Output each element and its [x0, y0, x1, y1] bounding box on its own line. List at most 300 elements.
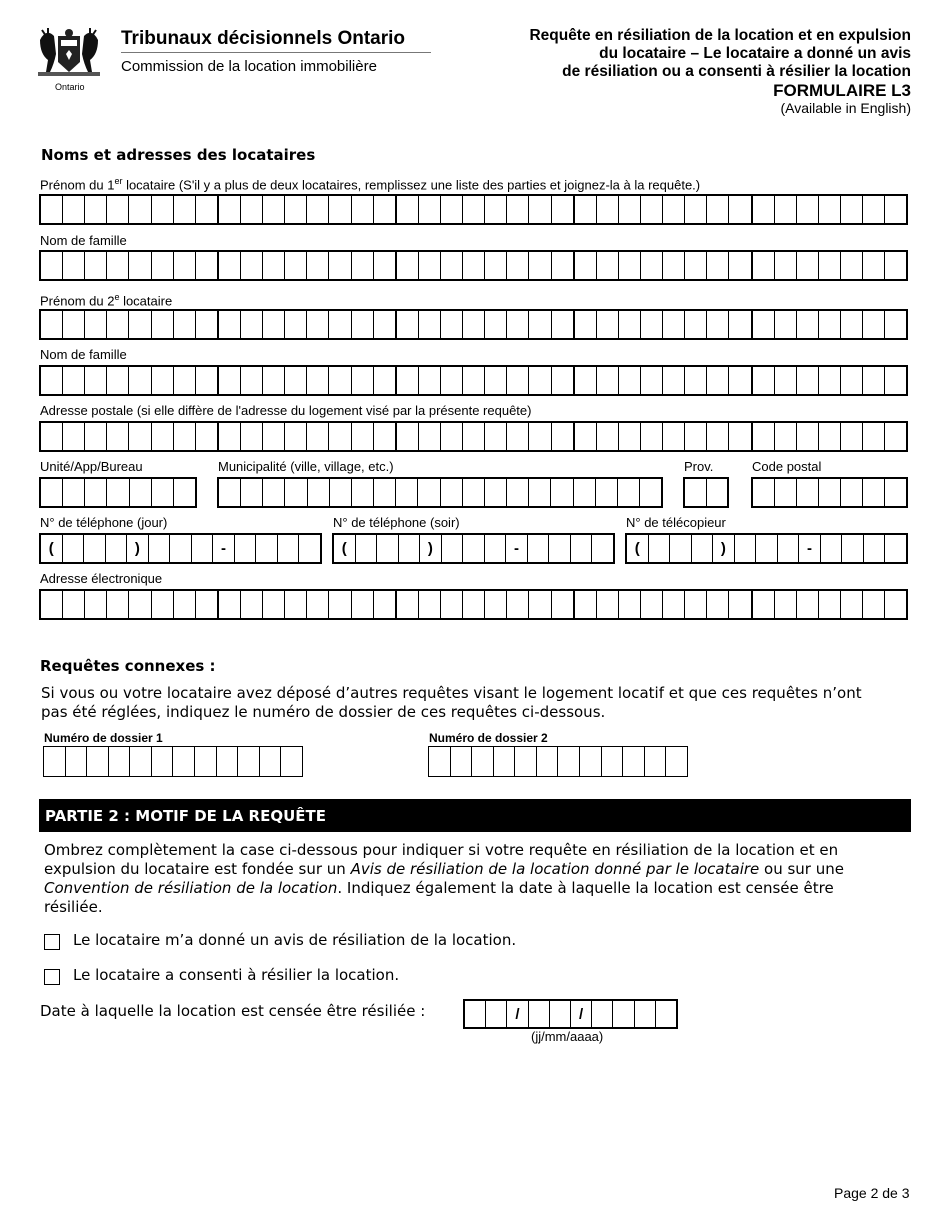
cell: [152, 309, 174, 340]
cell: [173, 746, 195, 777]
cell: [592, 999, 613, 1029]
cell: [419, 589, 441, 620]
cell: [66, 746, 88, 777]
cell: [552, 309, 575, 340]
cell: [129, 250, 151, 281]
cell: [485, 194, 507, 225]
phone-day-field[interactable]: [39, 533, 322, 564]
cell: [529, 589, 551, 620]
part-2-intro-italic-2: Convention de résiliation de la location: [44, 879, 338, 897]
cell: [152, 365, 174, 396]
cell: [753, 309, 775, 340]
cell: [399, 533, 421, 564]
header-divider: [121, 52, 431, 53]
termination-date-field[interactable]: [463, 999, 678, 1029]
cell: [352, 365, 374, 396]
cell: [666, 746, 688, 777]
last-name-2-field[interactable]: [39, 365, 908, 396]
cell: [107, 365, 129, 396]
first-name-1-label-pre: Prénom du 1: [40, 177, 115, 193]
cell: [174, 194, 196, 225]
cell: [107, 477, 129, 508]
cell: [278, 533, 300, 564]
cell: [885, 421, 908, 452]
cell: [129, 589, 151, 620]
cell: [263, 421, 285, 452]
cell: [753, 194, 775, 225]
last-name-1-field[interactable]: [39, 250, 908, 281]
cell: [219, 365, 241, 396]
cell: [528, 533, 550, 564]
cell: [707, 421, 729, 452]
cell: [641, 194, 663, 225]
cell: [775, 365, 797, 396]
cell: [441, 421, 463, 452]
notice-option-label: Le locataire m’a donné un avis de résiliation de la location.: [73, 931, 517, 949]
cell: [597, 365, 619, 396]
part-2-intro-2: ou sur une: [759, 860, 844, 878]
cell: [106, 533, 128, 564]
cell: [841, 477, 863, 508]
cell: [418, 477, 440, 508]
cell: [241, 477, 263, 508]
cell: [219, 589, 241, 620]
cell: [797, 477, 819, 508]
cell: [575, 309, 597, 340]
cell: [552, 365, 575, 396]
cell: [885, 533, 908, 564]
cell: [196, 194, 219, 225]
cell: [174, 421, 196, 452]
cell: [529, 309, 551, 340]
cell: [863, 194, 885, 225]
paren-open: (: [41, 533, 63, 564]
cell: [129, 309, 151, 340]
cell: [307, 589, 329, 620]
cell: [819, 421, 841, 452]
cell: [307, 194, 329, 225]
cell: [63, 309, 85, 340]
cell: [753, 365, 775, 396]
cell: [552, 421, 575, 452]
cell: [441, 194, 463, 225]
cell: [465, 999, 486, 1029]
cell: [463, 533, 485, 564]
municipality-field[interactable]: [217, 477, 663, 508]
cell: [107, 589, 129, 620]
cell: [329, 194, 351, 225]
cell: [85, 194, 107, 225]
cell: [613, 999, 634, 1029]
cell: [507, 250, 529, 281]
cell: [308, 477, 330, 508]
cell: [775, 589, 797, 620]
cell: [735, 533, 757, 564]
cell: [442, 533, 464, 564]
cell: [374, 250, 397, 281]
cell: [285, 421, 307, 452]
cell: [472, 746, 494, 777]
cell: [463, 250, 485, 281]
cell: [685, 194, 707, 225]
cell: [707, 365, 729, 396]
cell: [152, 477, 174, 508]
cell: [396, 477, 418, 508]
cell: [863, 365, 885, 396]
cell: [397, 309, 419, 340]
first-name-2-label: [40, 292, 172, 308]
cell: [507, 589, 529, 620]
cell: [85, 421, 107, 452]
cell: [797, 365, 819, 396]
cell: [44, 746, 66, 777]
cell: [263, 309, 285, 340]
cell: [174, 365, 196, 396]
first-name-1-label-post: locataire (S'il y a plus de deux locataires, remplissez une liste des parties et joignez-la à la requête.): [122, 177, 701, 193]
cell: [619, 365, 641, 396]
cell: [352, 589, 374, 620]
province-label: Prov.: [684, 459, 714, 474]
cell: [41, 477, 63, 508]
cell: [486, 999, 507, 1029]
cell: [285, 589, 307, 620]
first-name-2-label-pre: Prénom du 2: [40, 293, 115, 309]
first-name-2-field[interactable]: [39, 309, 908, 340]
cell: [374, 309, 397, 340]
cell: [174, 309, 196, 340]
cell: [374, 421, 397, 452]
cell: [419, 365, 441, 396]
cell: [537, 746, 559, 777]
cell: [196, 365, 219, 396]
cell: [841, 365, 863, 396]
cell: [663, 365, 685, 396]
cell: [485, 533, 507, 564]
related-heading: Requêtes connexes :: [40, 657, 216, 675]
cell: [885, 365, 908, 396]
org-name: Tribunaux décisionnels Ontario: [121, 28, 405, 49]
cell: [463, 194, 485, 225]
cell: [329, 589, 351, 620]
cell: [419, 421, 441, 452]
cell: [729, 365, 752, 396]
cell: [550, 999, 571, 1029]
cell: [575, 250, 597, 281]
cell: [778, 533, 800, 564]
cell: [485, 421, 507, 452]
paren-open: (: [334, 533, 356, 564]
postal-code-field[interactable]: [751, 477, 908, 508]
cell: [485, 365, 507, 396]
cell: [597, 194, 619, 225]
cell: [397, 589, 419, 620]
cell: [863, 477, 885, 508]
cell: [619, 250, 641, 281]
cell: [429, 746, 451, 777]
cell: [753, 589, 775, 620]
cell: [753, 421, 775, 452]
cell: [596, 477, 618, 508]
paren-open: (: [627, 533, 649, 564]
cell: [575, 421, 597, 452]
cell: [685, 309, 707, 340]
cell: [753, 250, 775, 281]
first-name-2-label-post: locataire: [119, 293, 173, 309]
cell: [819, 589, 841, 620]
notice-checkbox[interactable]: [44, 934, 60, 950]
cell: [685, 589, 707, 620]
cell: [174, 477, 197, 508]
cell: [41, 250, 63, 281]
cell: [219, 194, 241, 225]
cell: [529, 250, 551, 281]
cell: [529, 194, 551, 225]
page-number: Page 2 de 3: [834, 1185, 910, 1201]
cell: [152, 194, 174, 225]
cell: [330, 477, 352, 508]
cell: [529, 365, 551, 396]
cell: [285, 477, 307, 508]
part-2-intro-1: Ombrez complètement la case ci-dessous pour indiquer si votre requête en résiliation de la location et en expulsion du locataire est fondée sur un: [44, 841, 839, 878]
paren-close: ): [713, 533, 735, 564]
cell: [129, 365, 151, 396]
cell: [397, 194, 419, 225]
cell: [863, 589, 885, 620]
cell: [463, 365, 485, 396]
cell: [63, 477, 85, 508]
date-slash: /: [571, 999, 592, 1029]
cell: [329, 309, 351, 340]
cell: [863, 250, 885, 281]
cell: [419, 309, 441, 340]
cell: [352, 250, 374, 281]
cell: [841, 309, 863, 340]
cell: [419, 250, 441, 281]
cell: [885, 250, 908, 281]
cell: [152, 589, 174, 620]
unit-field[interactable]: [39, 477, 197, 508]
cell: [441, 365, 463, 396]
cell: [685, 365, 707, 396]
cell: [756, 533, 778, 564]
date-format-hint: (jj/mm/aaaa): [531, 1029, 604, 1044]
cell: [571, 533, 593, 564]
cell: [641, 589, 663, 620]
phone-evening-field[interactable]: [332, 533, 615, 564]
cell: [63, 250, 85, 281]
cell: [707, 250, 729, 281]
cell: [729, 309, 752, 340]
cell: [574, 477, 596, 508]
form-title-line1: Requête en résiliation de la location et en expulsion: [529, 27, 911, 44]
cell: [85, 309, 107, 340]
cell: [645, 746, 667, 777]
cell: [463, 309, 485, 340]
cell: [841, 194, 863, 225]
cell: [507, 421, 529, 452]
cell: [129, 421, 151, 452]
cell: [441, 250, 463, 281]
cell: [841, 589, 863, 620]
cell: [256, 533, 278, 564]
cell: [329, 421, 351, 452]
province-field[interactable]: [683, 477, 729, 508]
cell: [494, 746, 516, 777]
cell: [87, 746, 109, 777]
cell: [63, 533, 85, 564]
cell: [775, 194, 797, 225]
cell: [841, 421, 863, 452]
cell: [707, 309, 729, 340]
cell: [130, 477, 152, 508]
cell: [41, 194, 63, 225]
file-number-1-field[interactable]: [43, 746, 303, 777]
cell: [507, 365, 529, 396]
consent-option-label: Le locataire a consenti à résilier la location.: [73, 966, 400, 984]
cell: [170, 533, 192, 564]
cell: [285, 309, 307, 340]
dash: -: [506, 533, 528, 564]
cell: [797, 421, 819, 452]
cell: [819, 250, 841, 281]
cell: [152, 250, 174, 281]
cell: [241, 250, 263, 281]
cell: [219, 477, 241, 508]
part-2-header-bar: PARTIE 2 : MOTIF DE LA REQUÊTE: [39, 799, 911, 832]
cell: [63, 589, 85, 620]
consent-checkbox[interactable]: [44, 969, 60, 985]
postal-address-field[interactable]: [39, 421, 908, 452]
cell: [663, 250, 685, 281]
cell: [663, 421, 685, 452]
cell: [329, 365, 351, 396]
cell: [551, 477, 573, 508]
cell: [107, 194, 129, 225]
cell: [307, 309, 329, 340]
cell: [552, 194, 575, 225]
cell: [374, 589, 397, 620]
fax-label: N° de télécopieur: [626, 515, 726, 530]
cell: [174, 589, 196, 620]
cell: [597, 421, 619, 452]
cell: [692, 533, 714, 564]
cell: [196, 421, 219, 452]
cell: [753, 477, 775, 508]
cell: [507, 194, 529, 225]
postal-code-label: Code postal: [752, 459, 822, 474]
cell: [575, 365, 597, 396]
cell: [707, 477, 730, 508]
cell: [85, 589, 107, 620]
cell: [485, 250, 507, 281]
cell: [241, 194, 263, 225]
cell: [821, 533, 843, 564]
cell: [241, 421, 263, 452]
cell: [797, 250, 819, 281]
cell: [196, 309, 219, 340]
cell: [580, 746, 602, 777]
cell: [864, 533, 886, 564]
org-subtitle: Commission de la location immobilière: [121, 58, 377, 75]
cell: [670, 533, 692, 564]
cell: [307, 421, 329, 452]
cell: [299, 533, 322, 564]
cell: [707, 194, 729, 225]
first-name-1-label: [40, 176, 700, 192]
cell: [485, 309, 507, 340]
cell: [397, 250, 419, 281]
cell: [819, 365, 841, 396]
cell: [441, 589, 463, 620]
cell: [85, 477, 107, 508]
cell: [529, 999, 550, 1029]
cell: [552, 589, 575, 620]
cell: [263, 250, 285, 281]
postal-address-label: Adresse postale (si elle diffère de l'adresse du logement visé par la présente requête): [40, 403, 532, 418]
cell: [641, 365, 663, 396]
cell: [397, 421, 419, 452]
file-number-2-field[interactable]: [428, 746, 688, 777]
cell: [597, 250, 619, 281]
cell: [85, 250, 107, 281]
cell: [374, 194, 397, 225]
fax-field[interactable]: [625, 533, 908, 564]
cell: [885, 309, 908, 340]
email-field[interactable]: [39, 589, 908, 620]
cell: [152, 746, 174, 777]
cell: [797, 194, 819, 225]
cell: [374, 477, 396, 508]
cell: [641, 309, 663, 340]
cell: [685, 477, 707, 508]
cell: [656, 999, 678, 1029]
cell: [263, 365, 285, 396]
first-name-1-field[interactable]: [39, 194, 908, 225]
cell: [307, 250, 329, 281]
part-2-intro-italic-1: Avis de résiliation de la location donné par le locataire: [350, 860, 760, 878]
cell: [619, 194, 641, 225]
cell: [515, 746, 537, 777]
related-text: Si vous ou votre locataire avez déposé d’autres requêtes visant le logement locatif et que ces requêtes n’ont pas été réglées, indiquez le numéro de dossier de ces requêtes ci-dessous.: [41, 684, 862, 721]
cell: [63, 194, 85, 225]
cell: [285, 194, 307, 225]
date-slash: /: [507, 999, 528, 1029]
file-number-1-label: Numéro de dossier 1: [44, 731, 163, 745]
cell: [107, 309, 129, 340]
dash: -: [213, 533, 235, 564]
part-2-intro-3: . Indiquez également la date à laquelle la location est censée être résiliée.: [44, 879, 834, 916]
cell: [107, 421, 129, 452]
cell: [285, 365, 307, 396]
cell: [463, 589, 485, 620]
form-code: FORMULAIRE L3: [773, 81, 911, 100]
cell: [597, 589, 619, 620]
cell: [238, 746, 260, 777]
cell: [842, 533, 864, 564]
cell: [352, 477, 374, 508]
cell: [196, 250, 219, 281]
cell: [241, 309, 263, 340]
cell: [63, 365, 85, 396]
cell: [192, 533, 214, 564]
paren-close: ): [127, 533, 149, 564]
cell: [619, 421, 641, 452]
tenants-heading: Noms et adresses des locataires: [41, 146, 316, 164]
available-in-english: (Available in English): [780, 100, 911, 116]
cell: [575, 194, 597, 225]
cell: [63, 421, 85, 452]
cell: [575, 589, 597, 620]
